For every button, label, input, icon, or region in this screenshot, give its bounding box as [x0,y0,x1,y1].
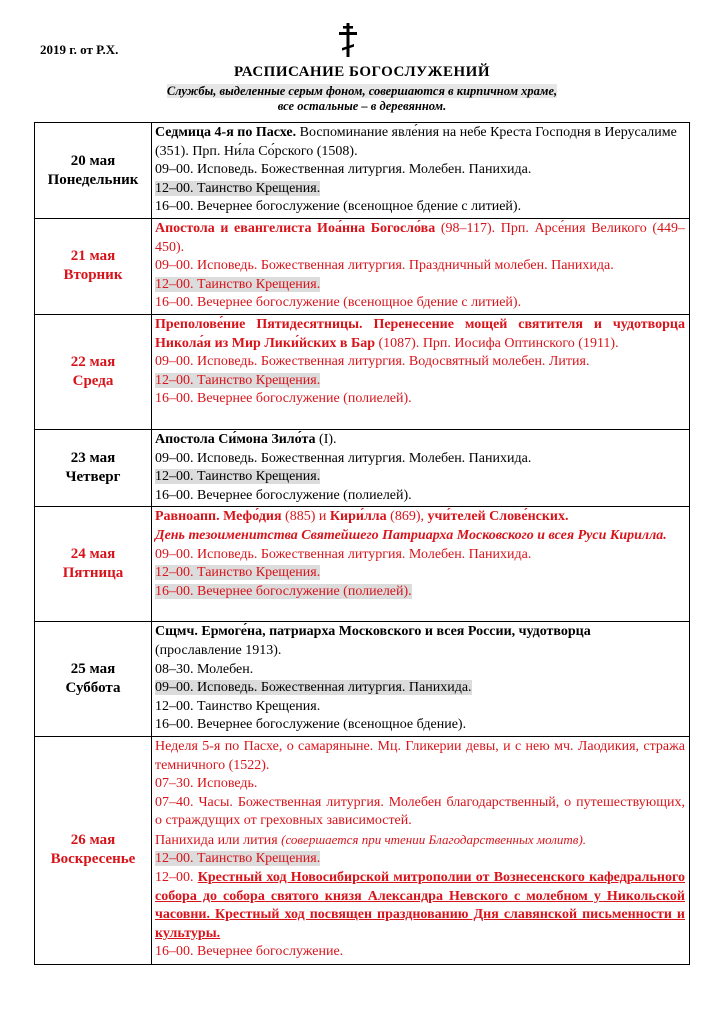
service-line: 16–00. Вечернее богослужение (всенощное бдение с литией). [155,295,522,311]
service-line: 12–00. Таинство Крещения. [155,851,321,867]
service-time: 12–00. [155,870,198,886]
service-line: 12–00. Таинство Крещения. [155,565,321,581]
schedule-row [35,314,690,429]
day-weekday: Четверг [65,469,121,486]
day-date: 26 мая [70,832,116,849]
service-line: 07–30. Исповедь. [155,776,258,792]
schedule-row [35,123,690,219]
service-line: 09–00. Исповедь. Божественная литургия. Молебен. Панихида. [155,450,532,466]
day-weekday: Понедельник [47,171,139,188]
day-cell [35,736,152,964]
service-line: 12–00. Таинство Крещения. [155,276,321,292]
service-line: 16–00. Вечернее богослужение. [155,944,344,960]
services-cell [152,314,690,429]
day-weekday: Воскресенье [50,851,136,868]
feast-description: Воспоминание явле́ния на небе Креста Господня в Иерусалиме (351). Прп. Ни́ла Со́рского (1508). [155,125,677,159]
page-title: РАСПИСАНИЕ БОГОСЛУЖЕНИЙ [234,64,490,80]
subtitle-line-2: все остальные – в деревянном. [277,99,447,113]
services-cell [152,429,690,506]
feast-title: Седмица 4-я по Пасхе. [155,125,297,140]
day-weekday: Пятница [62,565,124,582]
day-weekday: Среда [72,372,114,389]
feast-title: Сщмч. Ермоге́на, патриарха Московского и всея России, чудотворца [155,624,591,640]
feast-title: Неделя 5-я по Пасхе, о самаряныне. Мц. Гликерии девы, и с нею мч. Лаодикия, стража темничного (1522). [155,738,685,773]
service-line: Панихида или лития [155,832,282,848]
day-cell [35,507,152,622]
day-cell [35,123,152,219]
service-line: 16–00. Вечернее богослужение (всенощное бдение с литией). [155,199,522,215]
feast-title: Апостола и евангелиста Иоа́нна Богосло́ва [155,221,436,236]
day-date: 20 мая [70,152,116,169]
schedule-row [35,429,690,506]
schedule-row [35,507,690,622]
feast-description: (98–117). Прп. Арсе́ния Великого (449–450). [155,221,685,255]
page-subtitle [0,84,724,114]
subtitle-line-1: Службы, выделенные серым фоном, совершаются в кирпичном храме, [166,84,558,98]
feast-description: (прославление 1913). [155,642,282,658]
feast-title: Апостола Си́мона Зило́та [155,431,316,447]
day-cell [35,622,152,737]
services-cell [152,622,690,737]
service-line: 16–00. Вечернее богослужение (полиелей). [155,487,412,503]
day-date: 22 мая [70,353,116,370]
feast-title: Равноапп. Мефо́дия [155,509,282,525]
service-line: 12–00. Таинство Крещения. [155,372,321,388]
schedule-row [35,622,690,737]
service-note: (совершается при чтении Благодарственных молитв). [281,831,587,847]
feast-description: (I). [315,431,337,447]
day-date: 25 мая [70,661,116,678]
day-cell [35,314,152,429]
feast-title: Преполове́ние Пятидесятницы. Перенесение мощей святителя и чудотворца Никола́я из Мир Лики́йских в Бар [155,316,685,351]
day-cell [35,219,152,315]
service-line: 09–00. Исповедь. Божественная литургия. Молебен. Панихида. [155,546,532,562]
service-line: 09–00. Исповедь. Божественная литургия. Водосвятный молебен. Лития. [155,354,590,370]
service-line: 07–40. Часы. Божественная литургия. Молебен благодарственный, о путешествующих, о страждущих от греховных зависимостей. [155,794,685,829]
service-line: 09–00. Исповедь. Божественная литургия. Панихида. [155,680,472,696]
day-weekday: Суббота [65,680,121,697]
service-line: 09–00. Исповедь. Божественная литургия. Молебен. Панихида. [155,162,532,178]
service-line: 08–30. Молебен. [155,661,254,677]
services-cell [152,123,690,219]
service-line: 16–00. Вечернее богослужение (полиелей). [155,391,412,407]
day-date: 23 мая [70,450,116,467]
service-line: 12–00. Таинство Крещения. [155,469,321,485]
service-line: 12–00. Таинство Крещения. [155,698,321,714]
feast-description: (869), [386,509,428,525]
day-cell [35,429,152,506]
feast-note: День тезоименитства Святейшего Патриарха Московского и всея Руси Кирилла. [155,527,667,543]
day-weekday: Вторник [63,267,123,284]
schedule-table [34,122,690,965]
service-line: 09–00. Исповедь. Божественная литургия. Праздничный молебен. Панихида. [155,258,614,274]
services-cell [152,219,690,315]
orthodox-cross-icon [337,22,359,58]
day-date: 24 мая [70,546,116,563]
service-line: 12–00. Таинство Крещения. [155,180,321,196]
service-line: 16–00. Вечернее богослужение (всенощное бдение). [155,717,467,733]
feast-title: Кири́лла [329,509,387,525]
procession-announcement: Крестный ход Новосибирской митрополии от Вознесенского кафедрального собора до собора святого князя Александра Невского с молебном у Никольской часовни. Крестный ход посвящен празднованию Дня славянской письменности и культуры. [155,870,686,941]
schedule-row [35,736,690,964]
services-cell [152,736,690,964]
schedule-row [35,219,690,315]
service-line: 16–00. Вечернее богослужение (полиелей). [155,583,412,599]
day-date: 21 мая [70,248,116,265]
year-label: 2019 г. от Р.Х. [40,42,119,57]
services-cell [152,507,690,622]
feast-description: (1087). Прп. Иосифа Оптинского (1911). [375,335,619,351]
feast-description: (885) и [281,509,330,525]
feast-title: учи́телей Слове́нских. [427,509,569,525]
